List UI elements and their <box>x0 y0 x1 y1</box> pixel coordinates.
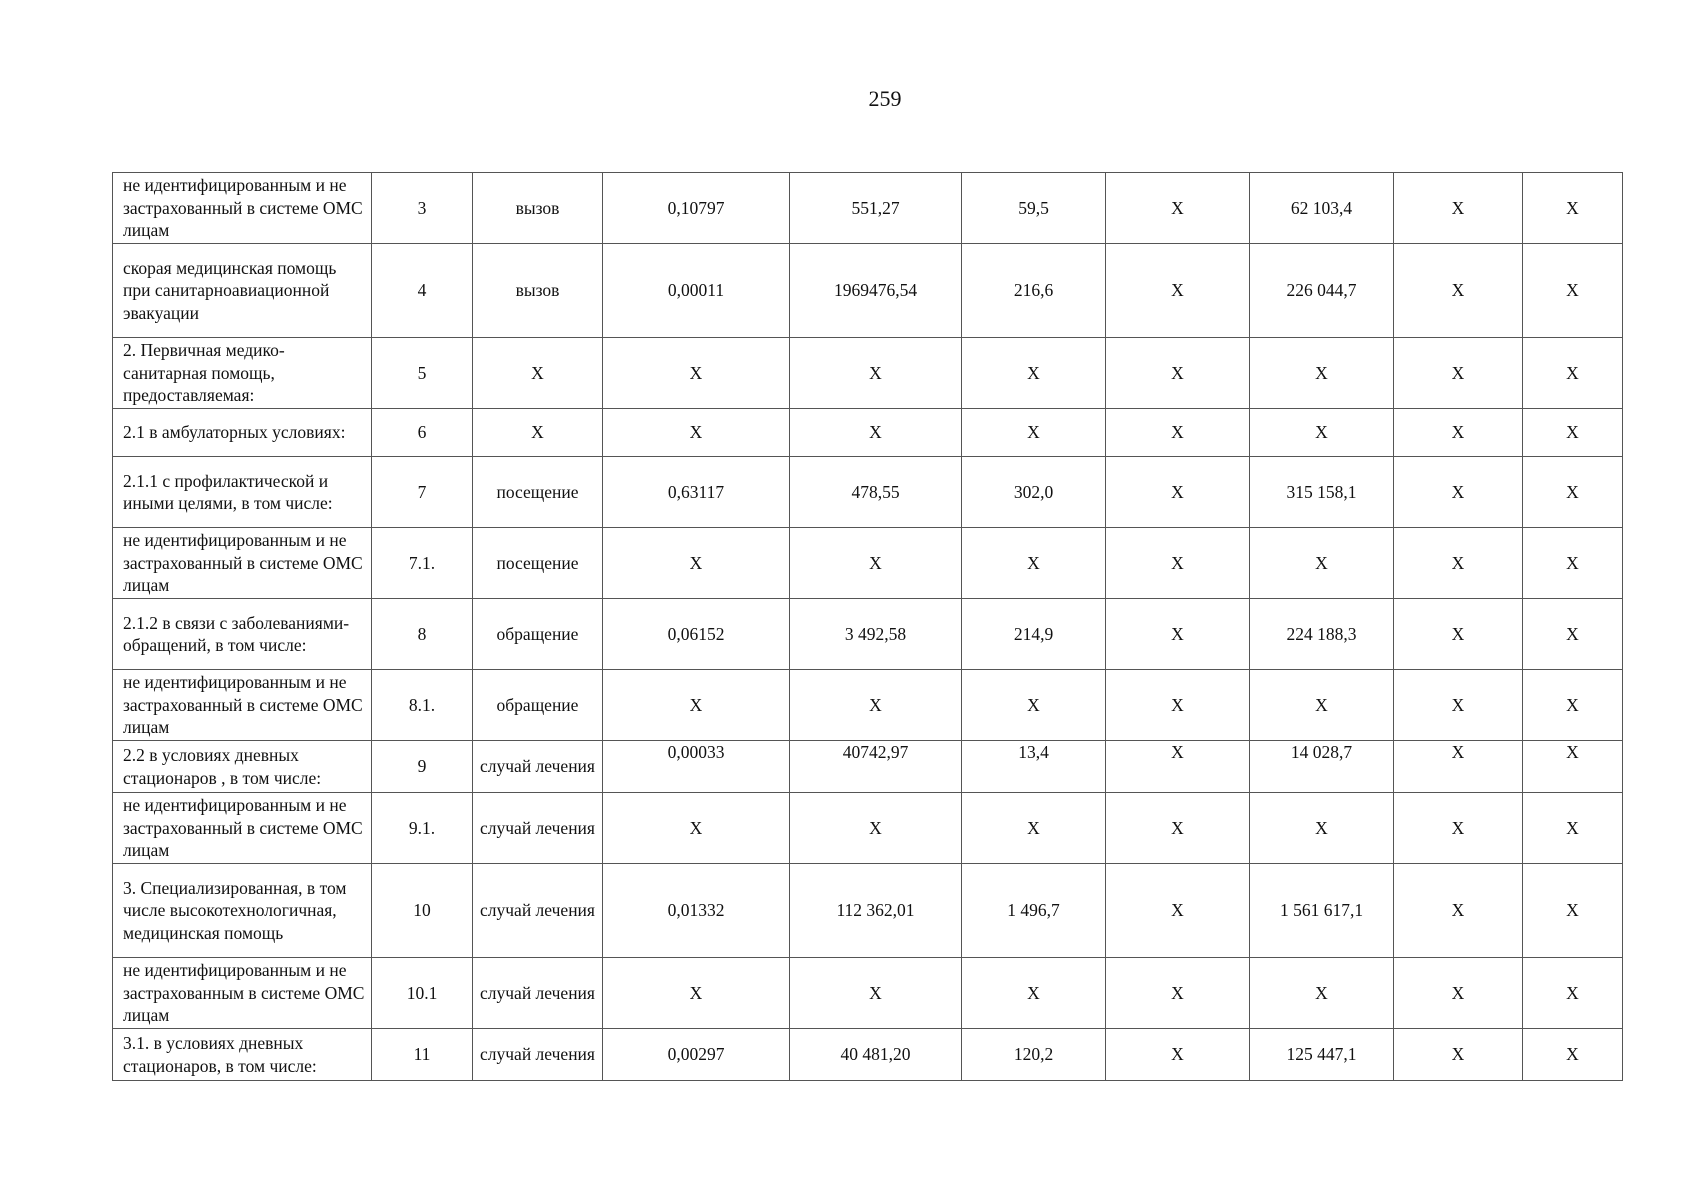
value-cell: 551,27 <box>790 173 962 244</box>
value-cell: 40742,97 <box>790 741 962 793</box>
value-cell: X <box>1523 173 1623 244</box>
value-cell: X <box>1394 670 1523 741</box>
value-cell: 478,55 <box>790 457 962 528</box>
value-cell: 0,00033 <box>603 741 790 793</box>
value-cell: X <box>603 793 790 864</box>
value-cell: X <box>790 670 962 741</box>
value-cell: X <box>1106 741 1250 793</box>
value-cell: X <box>962 670 1106 741</box>
row-name-cell: не идентифицированным и не застрахованный в системе ОМС лицам <box>113 793 372 864</box>
value-cell: X <box>1106 864 1250 958</box>
value-cell: X <box>1523 338 1623 409</box>
value-cell: X <box>790 338 962 409</box>
value-cell: 302,0 <box>962 457 1106 528</box>
value-cell: X <box>1106 409 1250 457</box>
value-cell: X <box>790 793 962 864</box>
unit-cell: посещение <box>473 457 603 528</box>
row-number-cell: 5 <box>372 338 473 409</box>
row-name-cell: 2. Первичная медико-санитарная помощь, предоставляемая: <box>113 338 372 409</box>
value-cell: X <box>1250 793 1394 864</box>
value-cell: X <box>1394 338 1523 409</box>
value-cell: X <box>1106 958 1250 1029</box>
value-cell: 125 447,1 <box>1250 1029 1394 1081</box>
value-cell: X <box>1394 958 1523 1029</box>
value-cell: X <box>1106 244 1250 338</box>
table-row <box>113 457 1623 528</box>
row-number-cell: 8 <box>372 599 473 670</box>
value-cell: X <box>1394 409 1523 457</box>
value-cell: X <box>1106 173 1250 244</box>
value-cell: X <box>1106 338 1250 409</box>
value-cell: X <box>1394 793 1523 864</box>
value-cell: X <box>1523 958 1623 1029</box>
row-name-cell: не идентифицированным и не застрахованный в системе ОМС лицам <box>113 173 372 244</box>
page-number: 259 <box>868 86 902 111</box>
value-cell: X <box>962 409 1106 457</box>
row-name-cell: скорая медицинская помощь при санитарноавиационной эвакуации <box>113 244 372 338</box>
value-cell: 224 188,3 <box>1250 599 1394 670</box>
value-cell: 216,6 <box>962 244 1106 338</box>
row-name-cell: 2.1.1 с профилактической и иными целями, в том числе: <box>113 457 372 528</box>
value-cell: 226 044,7 <box>1250 244 1394 338</box>
row-name-cell: 2.2 в условиях дневных стационаров , в том числе: <box>113 741 372 793</box>
value-cell: X <box>1523 670 1623 741</box>
value-cell: X <box>603 338 790 409</box>
value-cell: 120,2 <box>962 1029 1106 1081</box>
table-row <box>113 793 1623 864</box>
row-number-cell: 10 <box>372 864 473 958</box>
table-row <box>113 1029 1623 1081</box>
value-cell: X <box>962 958 1106 1029</box>
unit-cell: случай лечения <box>473 864 603 958</box>
value-cell: X <box>1106 457 1250 528</box>
value-cell: X <box>1394 599 1523 670</box>
row-name-cell: не идентифицированным и не застрахованный в системе ОМС лицам <box>113 670 372 741</box>
value-cell: 112 362,01 <box>790 864 962 958</box>
value-cell: 214,9 <box>962 599 1106 670</box>
row-number-cell: 9 <box>372 741 473 793</box>
value-cell: 0,06152 <box>603 599 790 670</box>
table-row <box>113 741 1623 793</box>
value-cell: X <box>1106 793 1250 864</box>
row-number-cell: 3 <box>372 173 473 244</box>
value-cell: X <box>603 670 790 741</box>
unit-cell: обращение <box>473 599 603 670</box>
value-cell: 3 492,58 <box>790 599 962 670</box>
value-cell: 0,63117 <box>603 457 790 528</box>
row-name-cell: 3. Специализированная, в том числе высокотехнологичная, медицинская помощь <box>113 864 372 958</box>
unit-cell: вызов <box>473 244 603 338</box>
value-cell: 1 496,7 <box>962 864 1106 958</box>
row-name-cell: 2.1 в амбулаторных условиях: <box>113 409 372 457</box>
table-row <box>113 528 1623 599</box>
row-name-cell: 3.1. в условиях дневных стационаров, в том числе: <box>113 1029 372 1081</box>
row-number-cell: 6 <box>372 409 473 457</box>
value-cell: 14 028,7 <box>1250 741 1394 793</box>
unit-cell: случай лечения <box>473 741 603 793</box>
value-cell: X <box>1523 793 1623 864</box>
value-cell: X <box>790 409 962 457</box>
row-number-cell: 9.1. <box>372 793 473 864</box>
unit-cell: случай лечения <box>473 1029 603 1081</box>
table-row <box>113 864 1623 958</box>
value-cell: X <box>1394 1029 1523 1081</box>
row-number-cell: 10.1 <box>372 958 473 1029</box>
table-row <box>113 173 1623 244</box>
value-cell: X <box>1250 528 1394 599</box>
unit-cell: посещение <box>473 528 603 599</box>
value-cell: X <box>1394 741 1523 793</box>
value-cell: X <box>1250 338 1394 409</box>
value-cell: X <box>962 338 1106 409</box>
value-cell: 1 561 617,1 <box>1250 864 1394 958</box>
value-cell: X <box>1523 409 1623 457</box>
value-cell: X <box>1394 864 1523 958</box>
value-cell: X <box>1523 1029 1623 1081</box>
value-cell: X <box>1250 958 1394 1029</box>
value-cell: X <box>1250 409 1394 457</box>
unit-cell: случай лечения <box>473 793 603 864</box>
unit-cell: вызов <box>473 173 603 244</box>
row-number-cell: 11 <box>372 1029 473 1081</box>
value-cell: 0,00011 <box>603 244 790 338</box>
value-cell: X <box>1394 528 1523 599</box>
row-number-cell: 7.1. <box>372 528 473 599</box>
value-cell: X <box>1523 457 1623 528</box>
value-cell: X <box>1250 670 1394 741</box>
row-number-cell: 7 <box>372 457 473 528</box>
unit-cell: случай лечения <box>473 958 603 1029</box>
unit-cell: X <box>473 409 603 457</box>
table-row <box>113 244 1623 338</box>
row-name-cell: не идентифицированным и не застрахованным в системе ОМС лицам <box>113 958 372 1029</box>
value-cell: X <box>1523 244 1623 338</box>
value-cell: X <box>1523 864 1623 958</box>
table-row <box>113 409 1623 457</box>
value-cell: X <box>1106 670 1250 741</box>
value-cell: X <box>1106 1029 1250 1081</box>
value-cell: X <box>1523 741 1623 793</box>
value-cell: 62 103,4 <box>1250 173 1394 244</box>
value-cell: X <box>603 409 790 457</box>
value-cell: 0,01332 <box>603 864 790 958</box>
unit-cell: обращение <box>473 670 603 741</box>
unit-cell: X <box>473 338 603 409</box>
value-cell: X <box>790 958 962 1029</box>
value-cell: X <box>1523 599 1623 670</box>
value-cell: 1969476,54 <box>790 244 962 338</box>
value-cell: X <box>1106 528 1250 599</box>
value-cell: X <box>1523 528 1623 599</box>
value-cell: X <box>1394 173 1523 244</box>
value-cell: 59,5 <box>962 173 1106 244</box>
value-cell: X <box>790 528 962 599</box>
value-cell: X <box>1106 599 1250 670</box>
value-cell: X <box>603 958 790 1029</box>
table-row <box>113 958 1623 1029</box>
table-row <box>113 670 1623 741</box>
row-number-cell: 4 <box>372 244 473 338</box>
value-cell: 0,10797 <box>603 173 790 244</box>
value-cell: X <box>603 528 790 599</box>
value-cell: X <box>962 528 1106 599</box>
value-cell: 0,00297 <box>603 1029 790 1081</box>
value-cell: 315 158,1 <box>1250 457 1394 528</box>
value-cell: X <box>962 793 1106 864</box>
data-table <box>112 172 1623 1081</box>
table-row <box>113 599 1623 670</box>
row-name-cell: 2.1.2 в связи с заболеваниями-обращений, в том числе: <box>113 599 372 670</box>
value-cell: X <box>1394 244 1523 338</box>
table-row <box>113 338 1623 409</box>
row-number-cell: 8.1. <box>372 670 473 741</box>
value-cell: 40 481,20 <box>790 1029 962 1081</box>
value-cell: X <box>1394 457 1523 528</box>
row-name-cell: не идентифицированным и не застрахованный в системе ОМС лицам <box>113 528 372 599</box>
value-cell: 13,4 <box>962 741 1106 793</box>
